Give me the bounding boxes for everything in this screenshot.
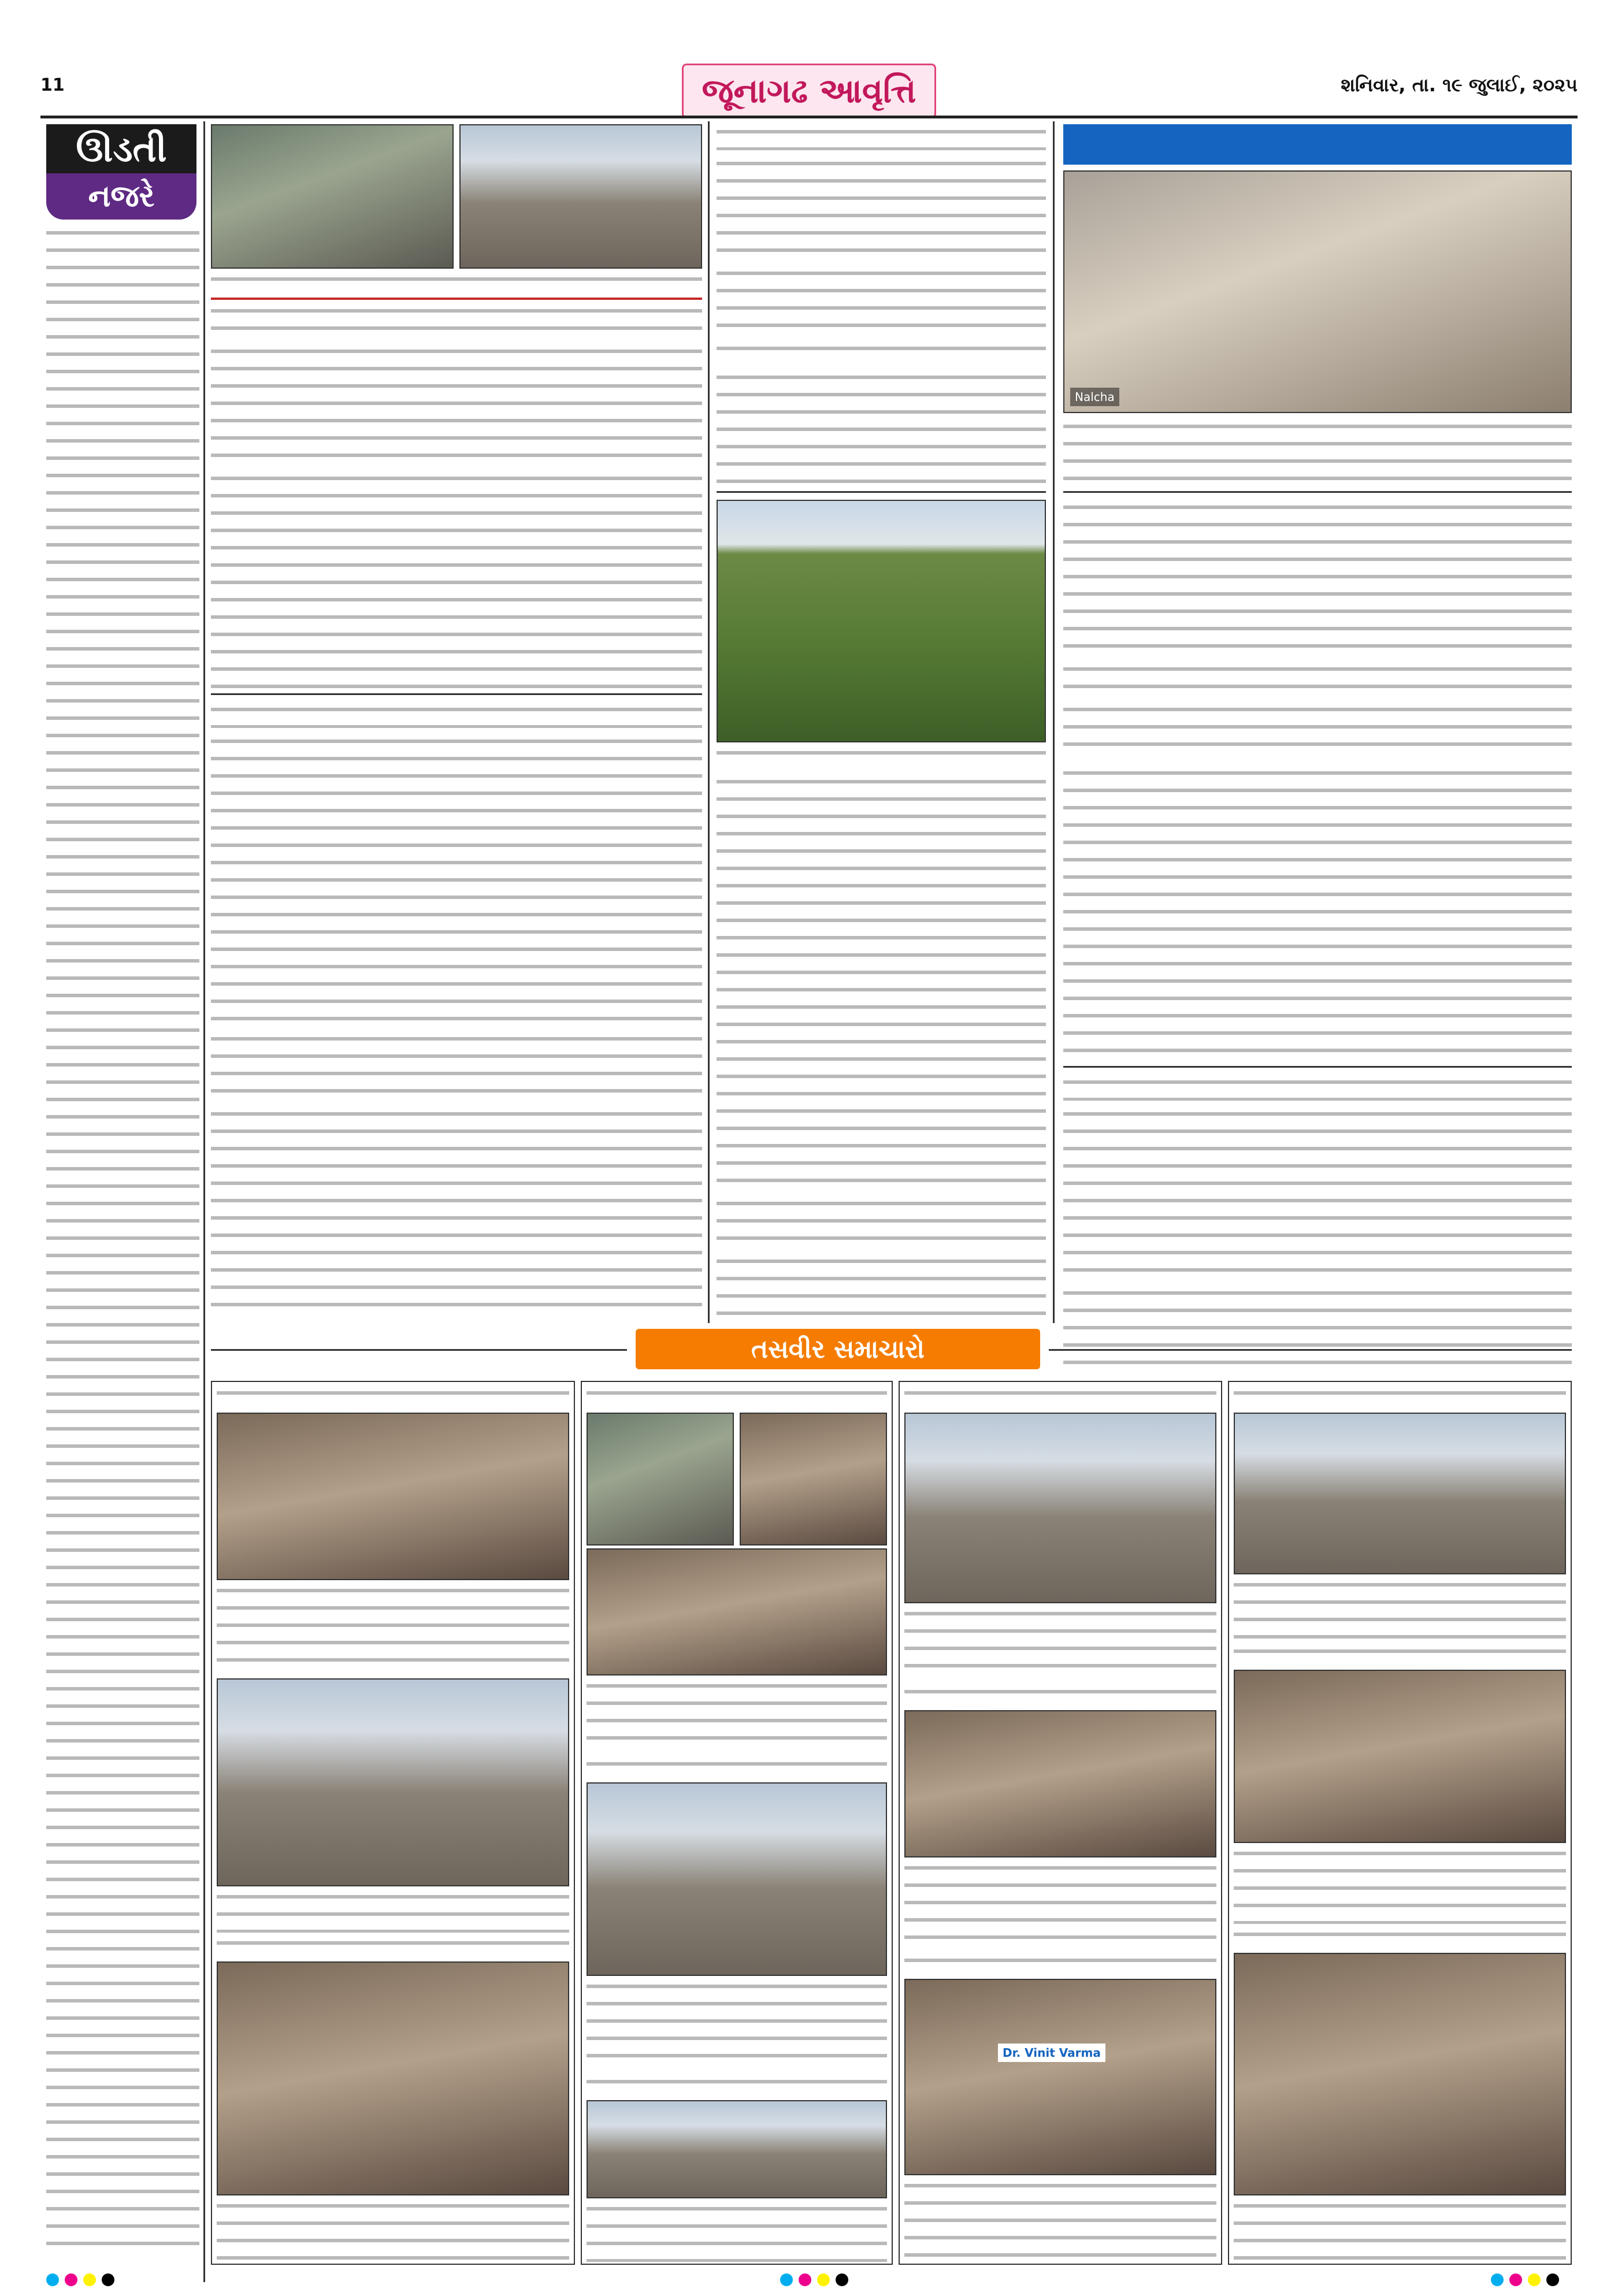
- protest-photo: [587, 1782, 887, 1976]
- main-headline: [211, 344, 702, 465]
- story-body: [717, 266, 1046, 335]
- commerce-lecture-photo: [904, 1979, 1216, 2175]
- subheadline: [1063, 1245, 1572, 1280]
- photo-news-title: [217, 1385, 569, 1409]
- section-rule: [211, 693, 702, 695]
- college-photo-a: [587, 1413, 734, 1545]
- college-event-photo: [904, 1413, 1216, 1603]
- college-photo-c: [587, 1548, 887, 1675]
- story-intro: [1063, 1210, 1572, 1239]
- magenta-dot: [65, 2273, 77, 2286]
- photo-news-label: તસવીર સમાચારો: [751, 1334, 925, 1364]
- photo-caption: [217, 1583, 569, 1647]
- yellow-dot: [817, 2273, 830, 2286]
- photo-news-title: [587, 1385, 887, 1409]
- photo-news-title: [217, 1652, 569, 1675]
- issue-date: શનિવાર, તા. ૧૯ જુલાઈ, ૨૦૨૫: [1341, 74, 1578, 96]
- rakhi-photo: [904, 1710, 1216, 1857]
- page-number: 11: [40, 75, 65, 95]
- story-intro: [1063, 662, 1572, 696]
- place-label: Nalcha: [1070, 388, 1119, 406]
- story-body: [211, 1106, 702, 1317]
- photo-news-title: [1234, 1385, 1566, 1409]
- story-body: [717, 1254, 1046, 1317]
- urbanisation-photo: [1063, 170, 1572, 413]
- column-rule: [203, 121, 205, 2282]
- registration-dots: [780, 2273, 854, 2288]
- photo-caption: [1063, 419, 1572, 485]
- story-body: [211, 872, 702, 1028]
- subheadline: [717, 341, 1046, 364]
- photo-caption: [904, 1860, 1216, 1950]
- sidebar-briefs: [46, 225, 199, 2259]
- photo-news-title: [904, 1684, 1216, 1707]
- photo-caption: [1234, 1846, 1566, 1924]
- story-kicker: [717, 124, 1046, 150]
- story-body: [1063, 1286, 1572, 1378]
- story-kicker: [211, 702, 702, 728]
- photo-news-title: [1234, 1927, 1566, 1950]
- toy-training-photo: [217, 1413, 569, 1580]
- headline: [1063, 1106, 1572, 1205]
- column-rule: [708, 121, 710, 1323]
- section-rule: [717, 491, 1046, 493]
- cyan-dot: [1491, 2273, 1504, 2286]
- subheadline: [211, 1031, 702, 1101]
- photo-caption: [587, 1979, 887, 2071]
- story-body: [211, 471, 702, 690]
- photo-caption: [1234, 2198, 1566, 2262]
- photo-caption: [217, 2198, 569, 2262]
- registration-dots: [46, 2273, 120, 2288]
- crop-field-photo: [717, 500, 1046, 742]
- photo-caption: [904, 2178, 1216, 2262]
- section-rule: [1063, 1066, 1572, 1068]
- story-kicker: [717, 745, 1046, 768]
- column-rule: [1053, 121, 1055, 1323]
- photo-news-title: [587, 2074, 887, 2097]
- photo-caption: [587, 2201, 887, 2262]
- photo-caption: [217, 1889, 569, 1933]
- section-rule: [1063, 491, 1572, 493]
- photo-news-title: [587, 1756, 887, 1779]
- photo-caption: [587, 1678, 887, 1753]
- funeral-photo-right: [459, 124, 702, 269]
- photo-caption: [904, 1606, 1216, 1681]
- music-event-photo: [1234, 1670, 1566, 1843]
- headline: [717, 156, 1046, 260]
- subheadline: [1063, 702, 1572, 760]
- section-rule: [1049, 1349, 1572, 1351]
- story-kicker: [1063, 500, 1572, 529]
- sidebar-subhead: નજરે: [46, 173, 196, 220]
- college-photo-b: [740, 1413, 887, 1545]
- subheadline: [717, 1196, 1046, 1248]
- headline: [717, 774, 1046, 872]
- headline: [211, 734, 702, 867]
- cyan-dot: [780, 2273, 793, 2286]
- yellow-dot: [1528, 2273, 1541, 2286]
- story-kicker: [211, 303, 702, 338]
- magenta-dot: [1509, 2273, 1522, 2286]
- registration-dots: [1491, 2273, 1565, 2288]
- road-pit-photo: [587, 2100, 887, 2198]
- black-dot: [836, 2273, 848, 2286]
- speaker-name-label: Dr. Vinit Varma: [998, 2044, 1105, 2062]
- masthead-rule: [40, 116, 1578, 118]
- story-body: [717, 370, 1046, 485]
- police-award-photo: [1234, 1413, 1566, 1574]
- story-body: [1063, 766, 1572, 1060]
- story-body: [717, 878, 1046, 1190]
- photo-news-title: [904, 1385, 1216, 1409]
- photo-news-banner: [636, 1329, 1040, 1369]
- cultural-event-photo: [1234, 1953, 1566, 2195]
- magenta-dot: [799, 2273, 811, 2286]
- urbanisation-banner: [1063, 124, 1572, 165]
- kicker-rule: [211, 298, 702, 300]
- funeral-photo-left: [211, 124, 454, 269]
- section-rule: [211, 1349, 627, 1351]
- sidebar-head: ઊડતી: [46, 124, 196, 173]
- police-visit-photo: [217, 1678, 569, 1886]
- edition-title: જૂનાગઢ આવૃત્તિ: [682, 64, 936, 118]
- headline: [1063, 534, 1572, 656]
- photo-caption: [1234, 1577, 1566, 1641]
- black-dot: [1546, 2273, 1559, 2286]
- photo-news-title: [1234, 1644, 1566, 1667]
- story-kicker: [1063, 1075, 1572, 1101]
- photo-news-title: [904, 1953, 1216, 1976]
- photo-caption: [211, 272, 702, 292]
- newspaper-brand: [40, 75, 65, 95]
- yellow-dot: [83, 2273, 96, 2286]
- cyan-dot: [46, 2273, 59, 2286]
- black-dot: [102, 2273, 114, 2286]
- photo-news-title: [217, 1935, 569, 1959]
- song-contest-photo: [217, 1961, 569, 2195]
